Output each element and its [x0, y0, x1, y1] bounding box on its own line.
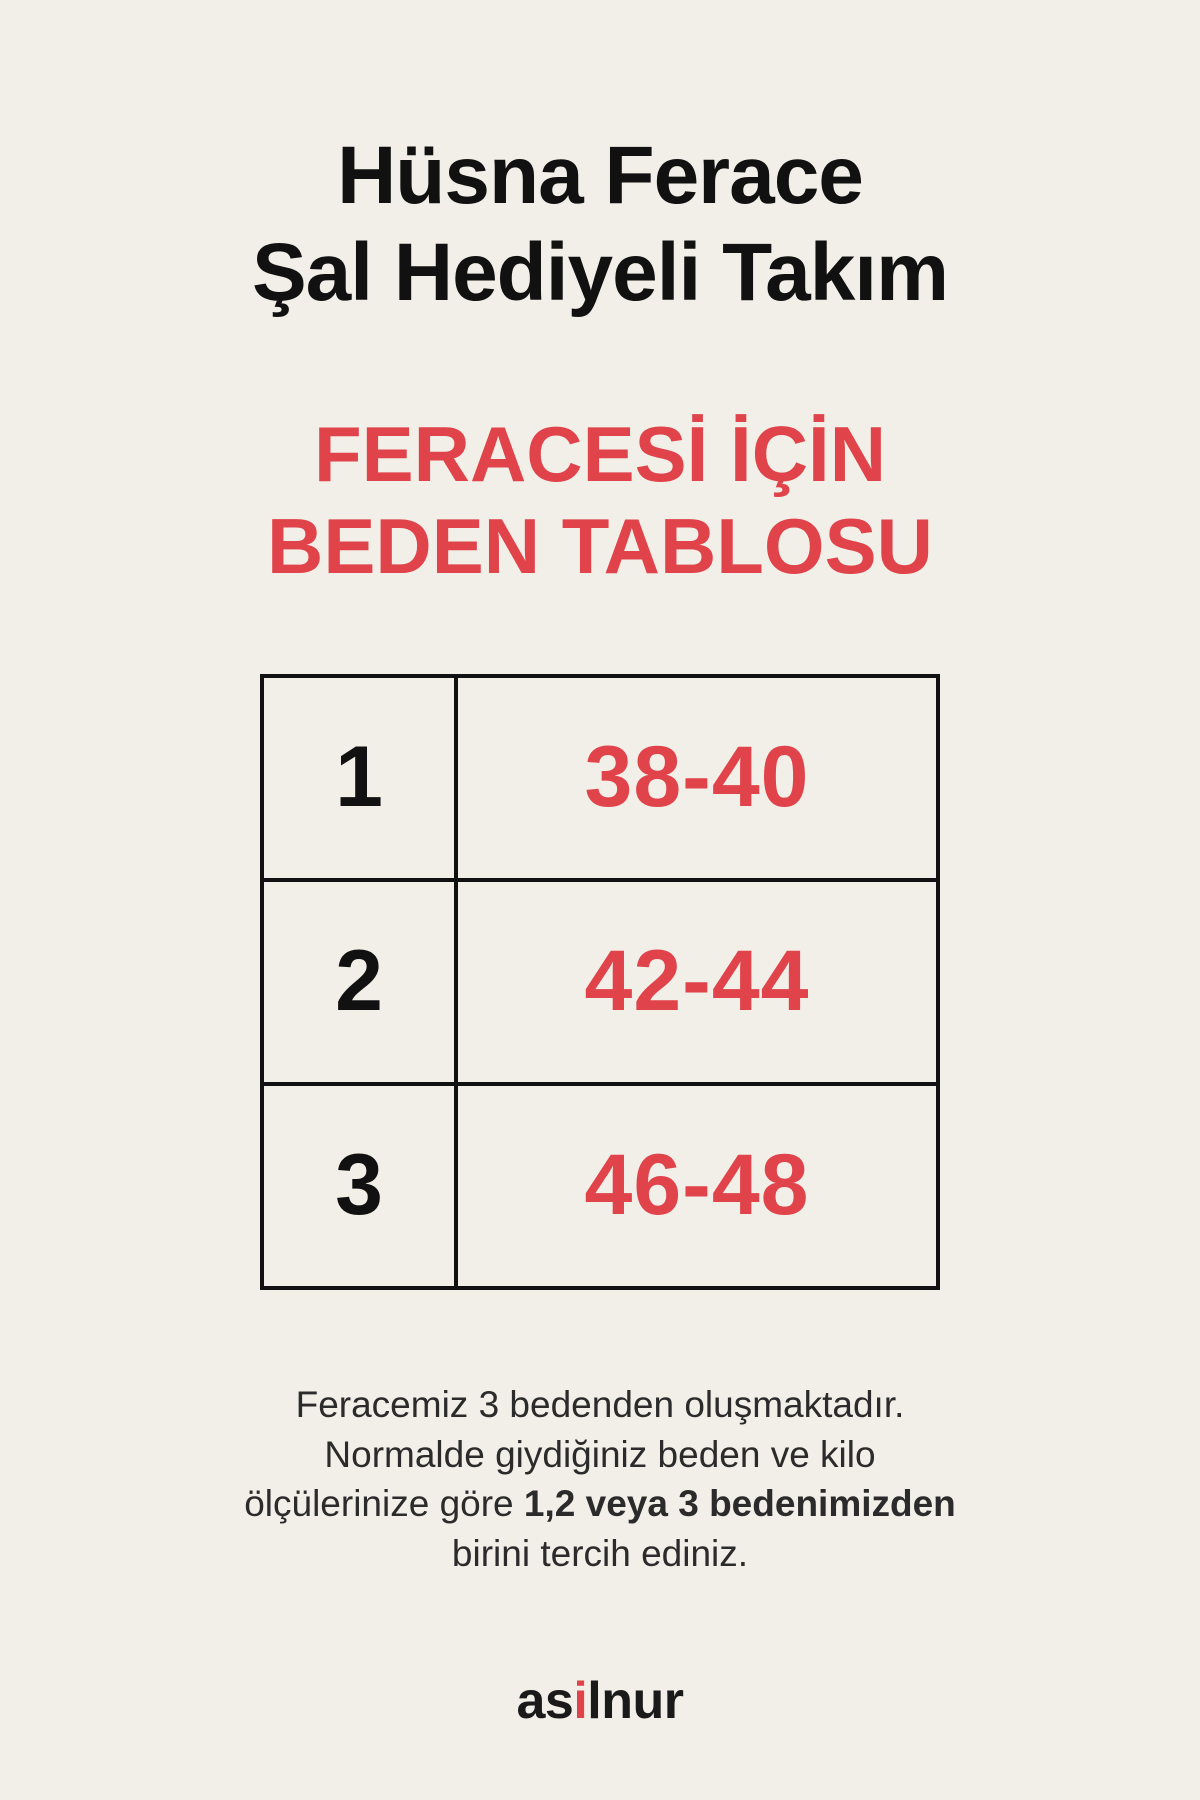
brand-logo-accent-letter: i — [573, 1672, 588, 1731]
table-row — [262, 880, 938, 1084]
brand-logo-part-1: as — [516, 1672, 574, 1731]
size-note-emphasis: 1,2 veya 3 bedenimizden — [523, 1483, 956, 1525]
size-note-line-3-prefix: ölçülerinize göre — [244, 1483, 524, 1525]
table-row — [262, 676, 938, 880]
section-heading-line-1: FERACESİ İÇİN — [313, 409, 887, 498]
size-note-line-3 — [244, 1479, 956, 1529]
size-table — [260, 674, 940, 1290]
size-note — [244, 1380, 956, 1580]
page-title-line-2: Şal Hediyeli Takım — [251, 226, 949, 318]
brand-logo — [516, 1671, 683, 1731]
table-row — [262, 1084, 938, 1288]
section-heading-line-2: BEDEN TABLOSU — [267, 501, 933, 590]
brand-logo-part-2: lnur — [587, 1672, 684, 1731]
size-note-line-4: birini tercih ediniz. — [451, 1533, 749, 1575]
size-label: 1 — [262, 676, 456, 880]
size-label: 2 — [262, 880, 456, 1084]
size-note-line-2: Normalde giydiğiniz beden ve kilo — [324, 1433, 876, 1475]
size-range: 46-48 — [456, 1084, 938, 1288]
size-label: 3 — [262, 1084, 456, 1288]
size-range: 42-44 — [456, 880, 938, 1084]
size-range: 38-40 — [456, 676, 938, 880]
page-title-line-1: Hüsna Ferace — [337, 130, 863, 221]
size-note-line-1: Feracemiz 3 bedenden oluşmaktadır. — [295, 1383, 905, 1425]
section-heading — [267, 408, 933, 592]
page-title — [252, 128, 948, 322]
